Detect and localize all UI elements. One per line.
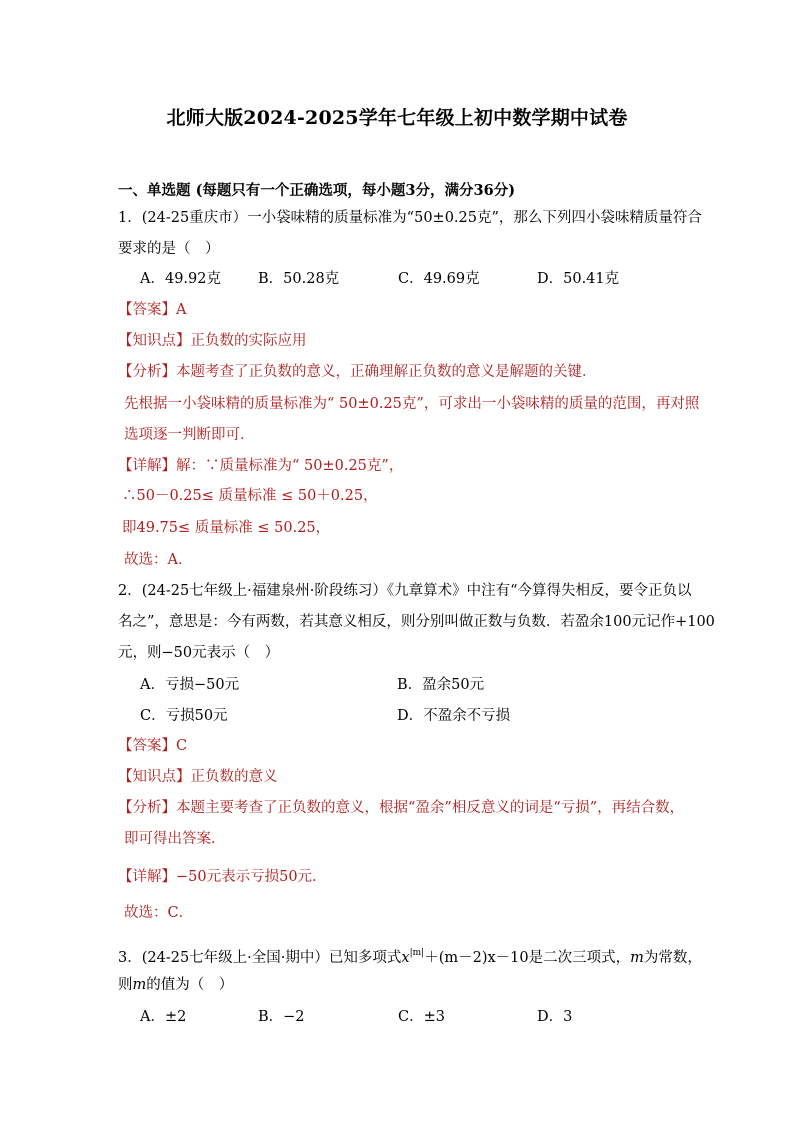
knowledge-value: 正负数的意义 [190,769,278,785]
knowledge-label: 【知识点】 [118,769,191,785]
q1-stem-line1: 1．(24-25重庆市）一小袋味精的质量标准为“50±0.25克”，那么下列四小袋味精质量符合 [118,210,702,226]
analysis-text: 本题考查了正负数的意义，正确理解正负数的意义是解题的关键． [176,364,597,380]
detail-label: 【详解】 [118,869,176,885]
detail-label: 【详解】 [118,458,176,474]
q1-option-d: D．50.41克 [537,271,620,287]
q2-option-c: C．亏损50元 [140,708,228,724]
q2-conclusion: 故选：C． [124,905,194,921]
q2-option-d: D．不盈余不亏损 [397,708,511,724]
q3-stem-line2 [118,975,233,995]
q1-analysis-line3: 选项逐一判断即可． [124,427,255,443]
q1-option-a: A．49.92克 [140,271,221,287]
q3-option-a: A．±2 [140,1009,187,1025]
q2-analysis [118,798,684,818]
q3-line2-m: m [132,977,147,993]
q1-option-c: C．49.69克 [398,271,480,287]
q2-knowledge [118,767,278,787]
analysis-text: 本题主要考查了正负数的意义，根据“盈余”相反意义的词是“亏损”，再结合数， [176,800,685,816]
q1-detail [118,456,403,476]
knowledge-label: 【知识点】 [118,333,191,349]
q2-detail [118,867,327,887]
q2-stem-line1: 2．(24-25七年级上·福建泉州·阶段练习）《九章算术》中注有“今算得失相反，要令正负以 [118,583,692,599]
q3-tail: 为常数， [643,950,702,966]
q3-x: x [401,950,410,966]
q3-line2-tail: 的值为（ ） [146,977,234,993]
q3-exponent: |m| [409,948,425,958]
q1-option-b: B．50.28克 [258,271,340,287]
q3-option-d: D．3 [537,1009,573,1025]
q2-answer [118,736,187,756]
section-label: 一、单选题 [118,182,191,199]
detail-text: 解：∵质量标准为“ 50±0.25克”， [176,458,404,474]
q2-option-b: B．盈余50元 [397,677,485,693]
q1-conclusion: 故选：A． [124,552,193,568]
q1-step1: ∴50－0.25≤ 质量标准 ≤ 50＋0.25， [122,488,378,504]
analysis-label: 【分析】 [118,364,176,380]
q3-suffix: 是二次三项式， [528,950,631,966]
q3-stem-line1 [118,943,702,968]
answer-label: 【答案】 [118,302,176,318]
q2-stem-line2: 名之”，意思是：今有两数，若其意义相反，则分别叫做正数与负数．若盈余100元记作+100 [118,614,715,630]
q1-analysis [118,362,597,382]
knowledge-value: 正负数的实际应用 [190,333,307,349]
q3-line2-prefix: 则 [118,977,133,993]
section-note: (每题只有一个正确选项，每小题3分，满分36分) [195,182,516,199]
q1-step2: 即49.75≤ 质量标准 ≤ 50.25， [122,520,331,536]
detail-text: −50元表示亏损50元． [176,869,327,885]
q2-stem-line3: 元，则−50元表示（ ） [118,645,280,661]
q3-prefix: 3．(24-25七年级上·全国·期中）已知多项式 [118,950,402,966]
page-title: 北师大版2024-2025学年七年级上初中数学期中试卷 [166,107,628,129]
q3-middle: ＋(m－2)x－10 [424,950,529,966]
q2-option-a: A．亏损−50元 [140,677,240,693]
answer-value: A [176,302,187,318]
q1-answer [118,300,186,320]
answer-value: C [176,738,188,754]
q1-knowledge [118,331,307,351]
section-heading [118,181,515,201]
q1-analysis-line2: 先根据一小袋味精的质量标准为“ 50±0.25克”，可求出一小袋味精的质量的范围，再对照 [124,396,700,412]
q3-option-c: C．±3 [398,1009,445,1025]
analysis-label: 【分析】 [118,800,176,816]
q3-option-b: B．−2 [258,1009,305,1025]
q3-m: m [630,950,644,966]
q2-analysis-line2: 即可得出答案． [124,831,226,847]
q1-stem-line2: 要求的是（ ） [118,241,220,257]
answer-label: 【答案】 [118,738,176,754]
